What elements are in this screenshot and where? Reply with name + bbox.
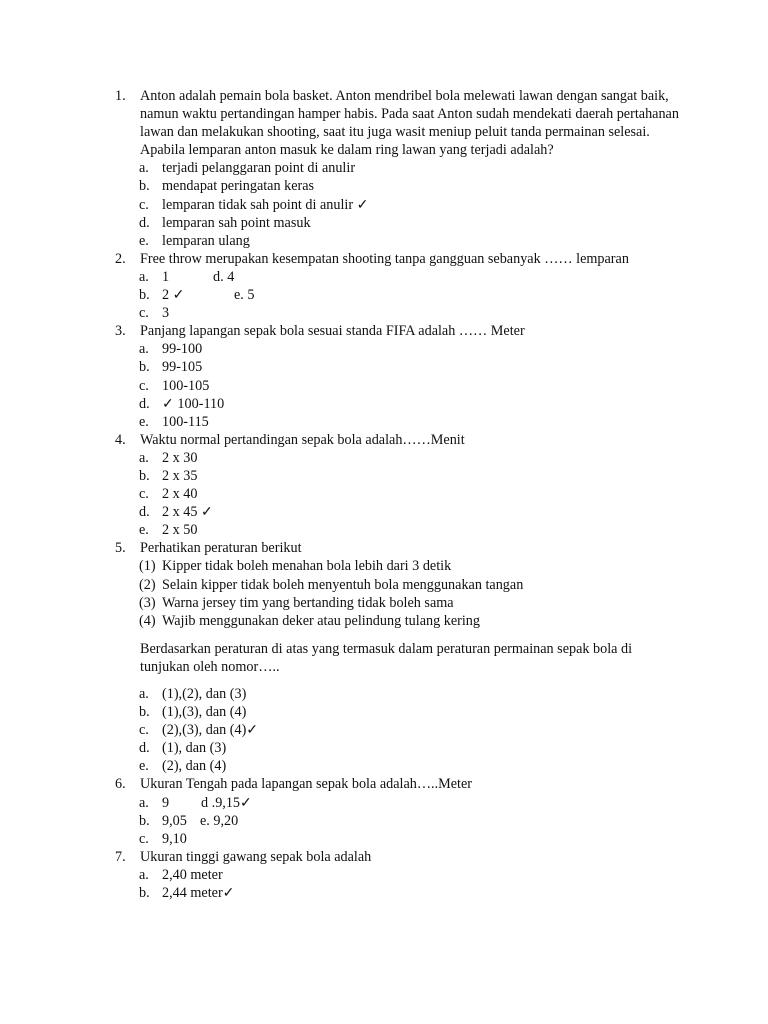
rule-text: Kipper tidak boleh menahan bola lebih dari 3 detik [162,558,452,575]
option-5a [139,685,662,703]
rule-2 [139,576,768,594]
option-letter: d. [139,395,150,412]
option-text: 2 ✓ [162,287,185,304]
option-text: 9,05 [162,812,187,829]
option-4b [139,467,662,485]
rule-text: Selain kipper tidak boleh menyentuh bola menggunakan tangan [162,576,524,593]
option-2a [139,268,662,286]
option-text: 1 [162,268,170,285]
option-letter: e. [139,232,149,249]
option-letter: b. [139,467,150,484]
option-letter: a. [139,866,149,883]
option-text: 2 x 35 [162,467,198,484]
option-text: 2 x 30 [162,449,198,466]
option-5d [139,739,662,757]
option-letter: e. [139,413,149,430]
option-text: 2,40 meter [162,866,223,883]
option-letter: d. [139,214,150,231]
option-letter: b. [139,178,150,195]
question-3 [115,322,680,340]
option-letter: a. [139,449,149,466]
question-2 [115,250,700,268]
option-text: ✓ 100-110 [162,395,225,412]
option-6b [139,812,662,830]
option-text: (1),(3), dan (4) [162,704,247,721]
question-5 [115,539,680,557]
question-7 [115,848,680,866]
option-5b [139,703,662,721]
option-letter: c. [139,196,149,213]
option-letter: c. [139,722,149,739]
option-letter: a. [139,341,149,358]
option-6a [139,794,662,812]
option-4e [139,521,662,539]
question-text: Ukuran Tengah pada lapangan sepak bola adalah…..Meter [140,776,473,793]
question-number: 6. [115,776,126,793]
question-number: 5. [115,540,126,557]
rule-label: (2) [139,576,156,593]
rule-text: Warna jersey tim yang bertanding tidak boleh sama [162,594,454,611]
option-6c [139,830,662,848]
option-letter: c. [139,377,149,394]
option-text: lemparan tidak sah point di anulir ✓ [162,196,369,213]
option-text: 2 x 40 [162,486,198,503]
question-5-followup: Berdasarkan peraturan di atas yang termasuk dalam peraturan permainan sepak bola di tunjukan oleh nomor….. [140,640,633,675]
option-3a [139,340,662,358]
option-4c [139,485,662,503]
option-letter: c. [139,305,149,322]
rule-label: (4) [139,612,156,629]
option-letter: a. [139,268,149,285]
rule-1 [139,557,768,575]
option-text: 2,44 meter✓ [162,885,235,902]
option-text: 100-115 [162,413,209,430]
option-letter: c. [139,830,149,847]
option-7a [139,866,662,884]
option-letter: a. [139,794,149,811]
question-4 [115,431,680,449]
option-6d-text: d .9,15✓ [201,794,252,811]
option-1d [139,214,662,232]
rule-text: Wajib menggunakan deker atau pelindung tulang kering [162,612,480,629]
option-text: (2), dan (4) [162,758,227,775]
option-letter: b. [139,812,150,829]
option-3b [139,358,662,376]
option-7b [139,884,662,902]
question-text: Perhatikan peraturan berikut [140,540,302,557]
option-text: (2),(3), dan (4)✓ [162,722,259,739]
option-letter: b. [139,885,150,902]
question-number: 2. [115,250,126,267]
option-letter: b. [139,359,150,376]
option-5c [139,721,662,739]
question-number: 7. [115,848,126,865]
option-letter: a. [139,160,149,177]
question-1 [115,87,680,159]
option-4d [139,503,662,521]
option-2b [139,286,662,304]
rule-4 [139,612,768,630]
option-2c [139,304,662,322]
question-number: 1. [115,88,126,104]
option-text: 100-105 [162,377,210,394]
option-6e-text: e. 9,20 [200,812,239,829]
question-text: Anton adalah pemain bola basket. Anton mendribel bola melewati lawan dengan sangat baik, namun waktu pertandingan hamper habis. Pada saat Anton sudah mendekati daerah pertahanan lawan dan melakukan shooting, saat itu juga wasit meniup peluit tanda permainan selesai. Apabila lemparan anton masuk ke dalam ring lawan yang terjadi adalah? [140,88,679,159]
option-text: 9,10 [162,830,187,847]
question-number: 4. [115,431,126,448]
option-1a [139,159,662,177]
option-text: 99-105 [162,359,203,376]
option-1c [139,196,662,214]
option-1e [139,232,662,250]
option-text: 2 x 45 ✓ [162,504,213,521]
option-2e-text: e. 5 [234,287,255,304]
question-text: Panjang lapangan sepak bola sesuai standa FIFA adalah …… Meter [140,323,525,340]
option-text: terjadi pelanggaran point di anulir [162,160,356,177]
option-letter: b. [139,287,150,304]
option-5e [139,757,662,775]
option-letter: a. [139,686,149,702]
option-text: 99-100 [162,341,203,358]
option-text: 3 [162,305,170,322]
option-4a [139,449,662,467]
option-text: (1), dan (3) [162,740,227,757]
option-letter: b. [139,704,150,721]
rule-3 [139,594,768,612]
question-text: Ukuran tinggi gawang sepak bola adalah [140,848,372,865]
option-letter: c. [139,486,149,503]
option-letter: d. [139,504,150,521]
option-text: lemparan ulang [162,232,250,249]
option-text: lemparan sah point masuk [162,214,311,231]
option-3c [139,377,662,395]
rule-label: (1) [139,558,156,575]
question-text: Waktu normal pertandingan sepak bola adalah……Menit [140,431,465,448]
option-1b [139,177,662,195]
option-text: 9 [162,794,170,811]
option-text: (1),(2), dan (3) [162,686,247,702]
option-letter: e. [139,522,149,539]
option-3e [139,413,662,431]
rule-label: (3) [139,594,156,611]
option-letter: e. [139,758,149,775]
question-text: Free throw merupakan kesempatan shooting tanpa gangguan sebanyak …… lemparan [140,250,629,267]
question-number: 3. [115,323,126,340]
option-text: mendapat peringatan keras [162,178,315,195]
question-6 [115,775,680,793]
option-2d-text: d. 4 [213,268,235,285]
option-3d [139,395,662,413]
option-text: 2 x 50 [162,522,198,539]
option-letter: d. [139,740,150,757]
